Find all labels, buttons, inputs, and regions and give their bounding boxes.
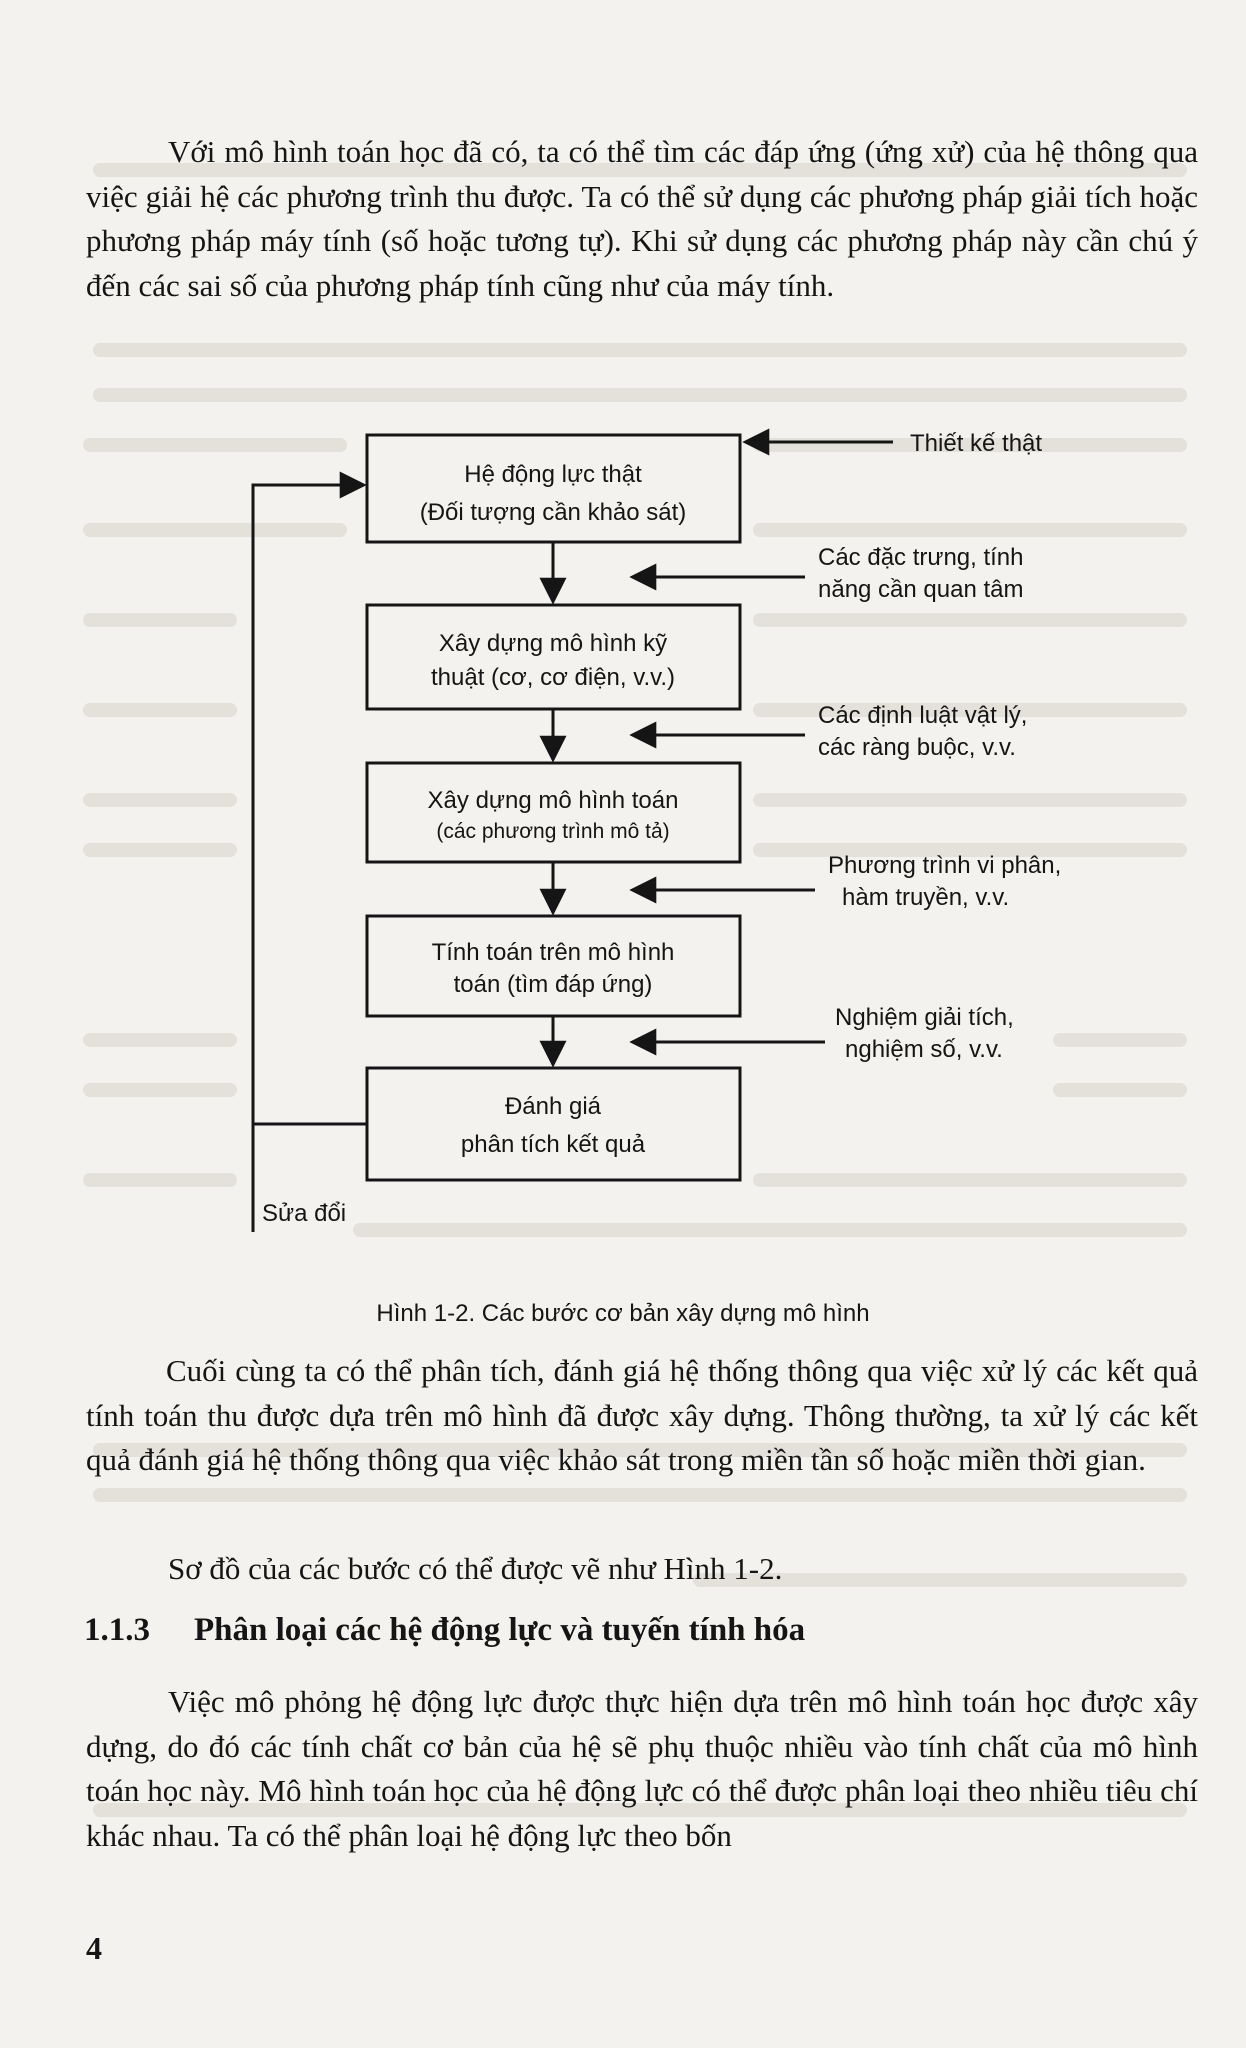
input-label-5b: nghiệm số, v.v. [845,1036,1003,1063]
box5-line2: phân tích kết quả [460,1131,646,1158]
feedback-label: Sửa đổi [262,1200,347,1227]
box1-line2: (Đối tượng cần khảo sát) [419,499,687,526]
input-label-1: Thiết kế thật [910,430,1043,457]
box1-line1: Hệ động lực thật [464,461,642,488]
flow-box-evaluation [367,1068,740,1180]
paragraph-2-text: Cuối cùng ta có thể phân tích, đánh giá hệ thống thông qua việc xử lý các kết quả tính toán thu được dựa trên mô hình đã được xây dựng. Thông thường, ta xử lý các kết quả đánh giá hệ thống thông qua việc khảo sát trong miền tần số hoặc miền thời gian. [86,1353,1198,1477]
input-label-4b: hàm truyền, v.v. [842,884,1010,911]
input-label-3b: các ràng buộc, v.v. [818,734,1016,761]
section-heading [84,1612,1184,1649]
box2-line2: thuật (cơ, cơ điện, v.v.) [431,664,675,691]
box4-line2: toán (tìm đáp ứng) [453,971,653,998]
box2-line1: Xây dựng mô hình kỹ [438,630,668,657]
box3-line1: Xây dựng mô hình toán [427,787,679,814]
box4-line1: Tính toán trên mô hình [431,939,675,966]
page-number: 4 [86,1930,102,1966]
paragraph-intro-text: Với mô hình toán học đã có, ta có thể tìm các đáp ứng (ứng xử) của hệ thông qua việc giải hệ các phương trình thu được. Ta có thể sử dụng các phương pháp giải tích hoặc phương pháp máy tính (số hoặc tương tự). Khi sử dụng các phương pháp này cần chú ý đến các sai số của phương pháp tính cũng như của máy tính. [86,134,1198,303]
box5-line1: Đánh giá [504,1093,602,1120]
paragraph-3-text: Sơ đồ của các bước có thể được vẽ như Hình 1-2. [168,1551,783,1586]
input-label-3a: Các định luật vật lý, [818,702,1028,729]
paragraph-2 [86,1349,1198,1483]
box3-line2: (các phương trình mô tả) [436,820,670,843]
input-label-4a: Phương trình vi phân, [828,852,1062,879]
input-label-2a: Các đặc trưng, tính [818,544,1024,571]
flow-box-engineering-model [367,605,740,709]
paragraph-4-text: Việc mô phỏng hệ động lực được thực hiện dựa trên mô hình toán học được xây dựng, do đó các tính chất cơ bản của hệ sẽ phụ thuộc nhiều vào tính chất của mô hình toán học này. Mô hình toán học của hệ động lực có thể được phân loại theo nhiều tiêu chí khác nhau. Ta có thể phân loại hệ động lực theo bốn [86,1684,1198,1853]
flow-box-computation [367,916,740,1016]
input-label-2b: năng cần quan tâm [818,576,1024,603]
section-title: Phân loại các hệ động lực và tuyến tính hóa [194,1612,806,1648]
figure-caption: Hình 1-2. Các bước cơ bản xây dựng mô hình [376,1300,870,1327]
paragraph-3 [86,1547,1198,1592]
section-number: 1.1.3 [84,1612,150,1648]
input-label-5a: Nghiệm giải tích, [835,1004,1014,1031]
paragraph-4 [86,1680,1198,1858]
feedback-loop-return [253,485,364,1232]
